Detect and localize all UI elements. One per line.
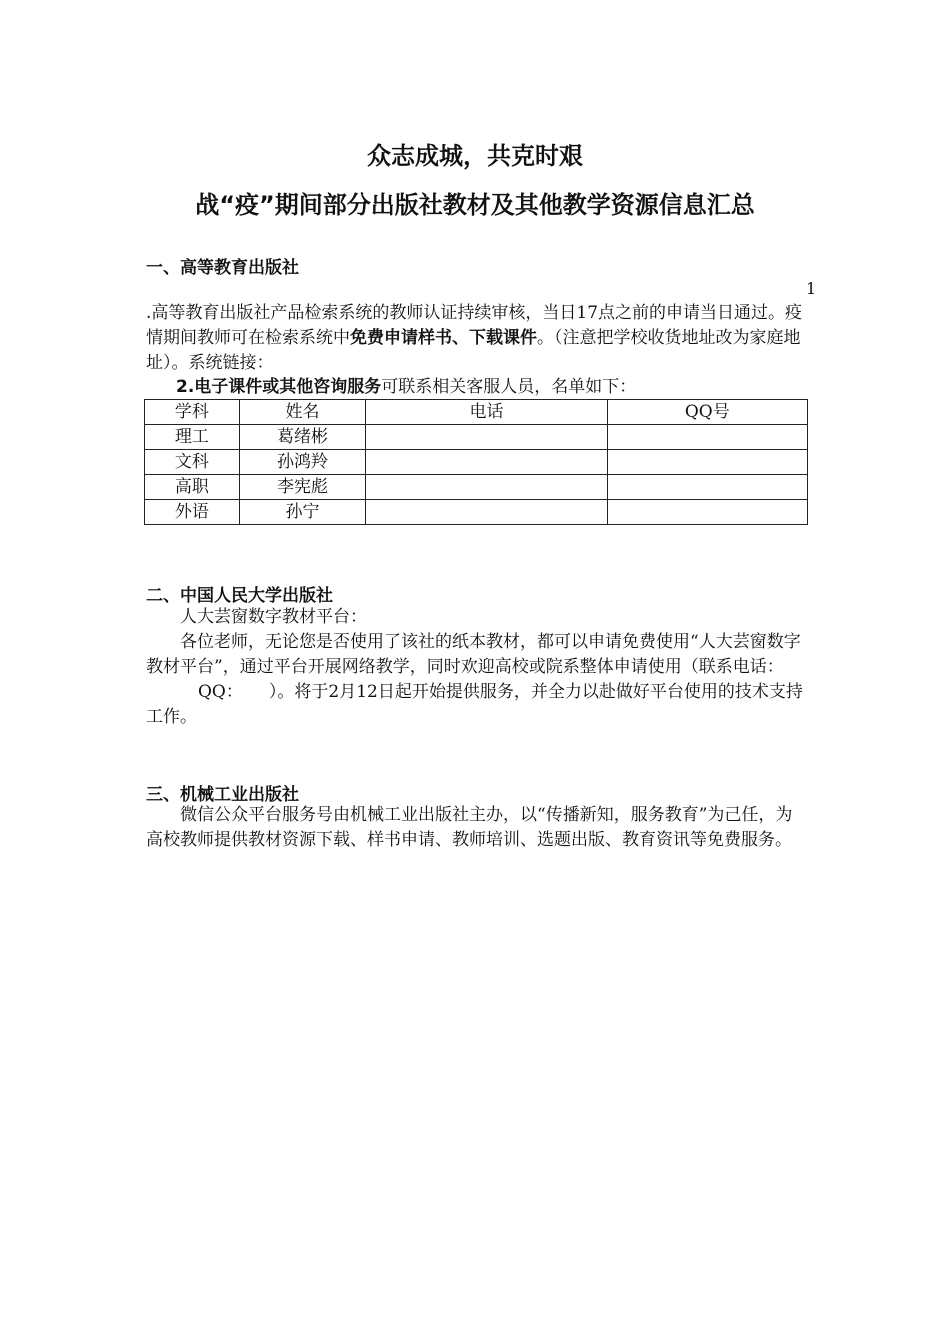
column-header-qq: QQ号 [607, 400, 807, 425]
qq-label: QQ： [198, 682, 243, 702]
paragraph-platform [146, 630, 808, 730]
bold-text: 免费申请样书、下载课件 [350, 328, 537, 348]
table-cell-subject: 文科 [145, 450, 240, 475]
contacts-table [144, 399, 808, 525]
table-row [145, 425, 808, 450]
section-heading-renmin-university-press: 二、中国人民大学出版社 [146, 586, 333, 606]
paragraph-sample-books [146, 301, 808, 376]
section-heading-higher-education-press: 一、高等教育出版社 [146, 258, 299, 278]
table-cell-phone [366, 450, 607, 475]
table-row [145, 475, 808, 500]
table-cell-phone [366, 500, 607, 525]
page-subtitle: 战“疫”期间部分出版社教材及其他教学资源信息汇总 [195, 191, 755, 219]
paragraph-text: .高等教育出版社产品检索系统的教师认证持续审核，当日17点之前的申请当日通过。疫情期间教师可在检索系统中 [146, 303, 803, 348]
table-row [145, 450, 808, 475]
platform-name-line: 人大芸窗数字教材平台： [180, 607, 367, 627]
table-cell-name: 孙宁 [239, 500, 366, 525]
table-cell-qq [607, 475, 807, 500]
column-header-subject: 学科 [145, 400, 240, 425]
paragraph-contact-service [176, 375, 816, 400]
table-cell-subject: 外语 [145, 500, 240, 525]
column-header-phone: 电话 [366, 400, 607, 425]
bold-text: 2.电子课件或其他咨询服务 [176, 377, 382, 397]
table-cell-phone [366, 475, 607, 500]
paragraph-text: ）。将于2月12日起开始提供服务，并全力以赴做好平台使用的技术支持工作。 [146, 682, 803, 727]
table-cell-qq [607, 425, 807, 450]
column-header-name: 姓名 [239, 400, 366, 425]
paragraph-text: 各位老师，无论您是否使用了该社的纸本教材，都可以申请免费使用“人大芸窗数字教材平台”，通过平台开展网络教学，同时欢迎高校或院系整体申请使用（联系电话： [146, 632, 801, 677]
table-cell-name: 孙鸿羚 [239, 450, 366, 475]
page-title: 众志成城，共克时艰 [367, 142, 583, 170]
paragraph-text: 。（注意把学校收货地址改为家庭地址）。系统链接： [146, 328, 801, 373]
page-marker: 1 [806, 279, 817, 298]
table-row [145, 500, 808, 525]
section-heading-machinery-press: 三、机械工业出版社 [146, 785, 299, 805]
table-cell-name: 李宪彪 [239, 475, 366, 500]
table-cell-phone [366, 425, 607, 450]
table-cell-subject: 高职 [145, 475, 240, 500]
table-cell-qq [607, 500, 807, 525]
table-header-row [145, 400, 808, 425]
table-cell-name: 葛绪彬 [239, 425, 366, 450]
table-cell-subject: 理工 [145, 425, 240, 450]
table-cell-qq [607, 450, 807, 475]
paragraph-text: 可联系相关客服人员，名单如下： [381, 377, 637, 397]
paragraph-wechat-service: 微信公众平台服务号由机械工业出版社主办，以“传播新知，服务教育”为己任，为高校教师提供教材资源下载、样书申请、教师培训、选题出版、教育资讯等免费服务。 [146, 805, 793, 850]
